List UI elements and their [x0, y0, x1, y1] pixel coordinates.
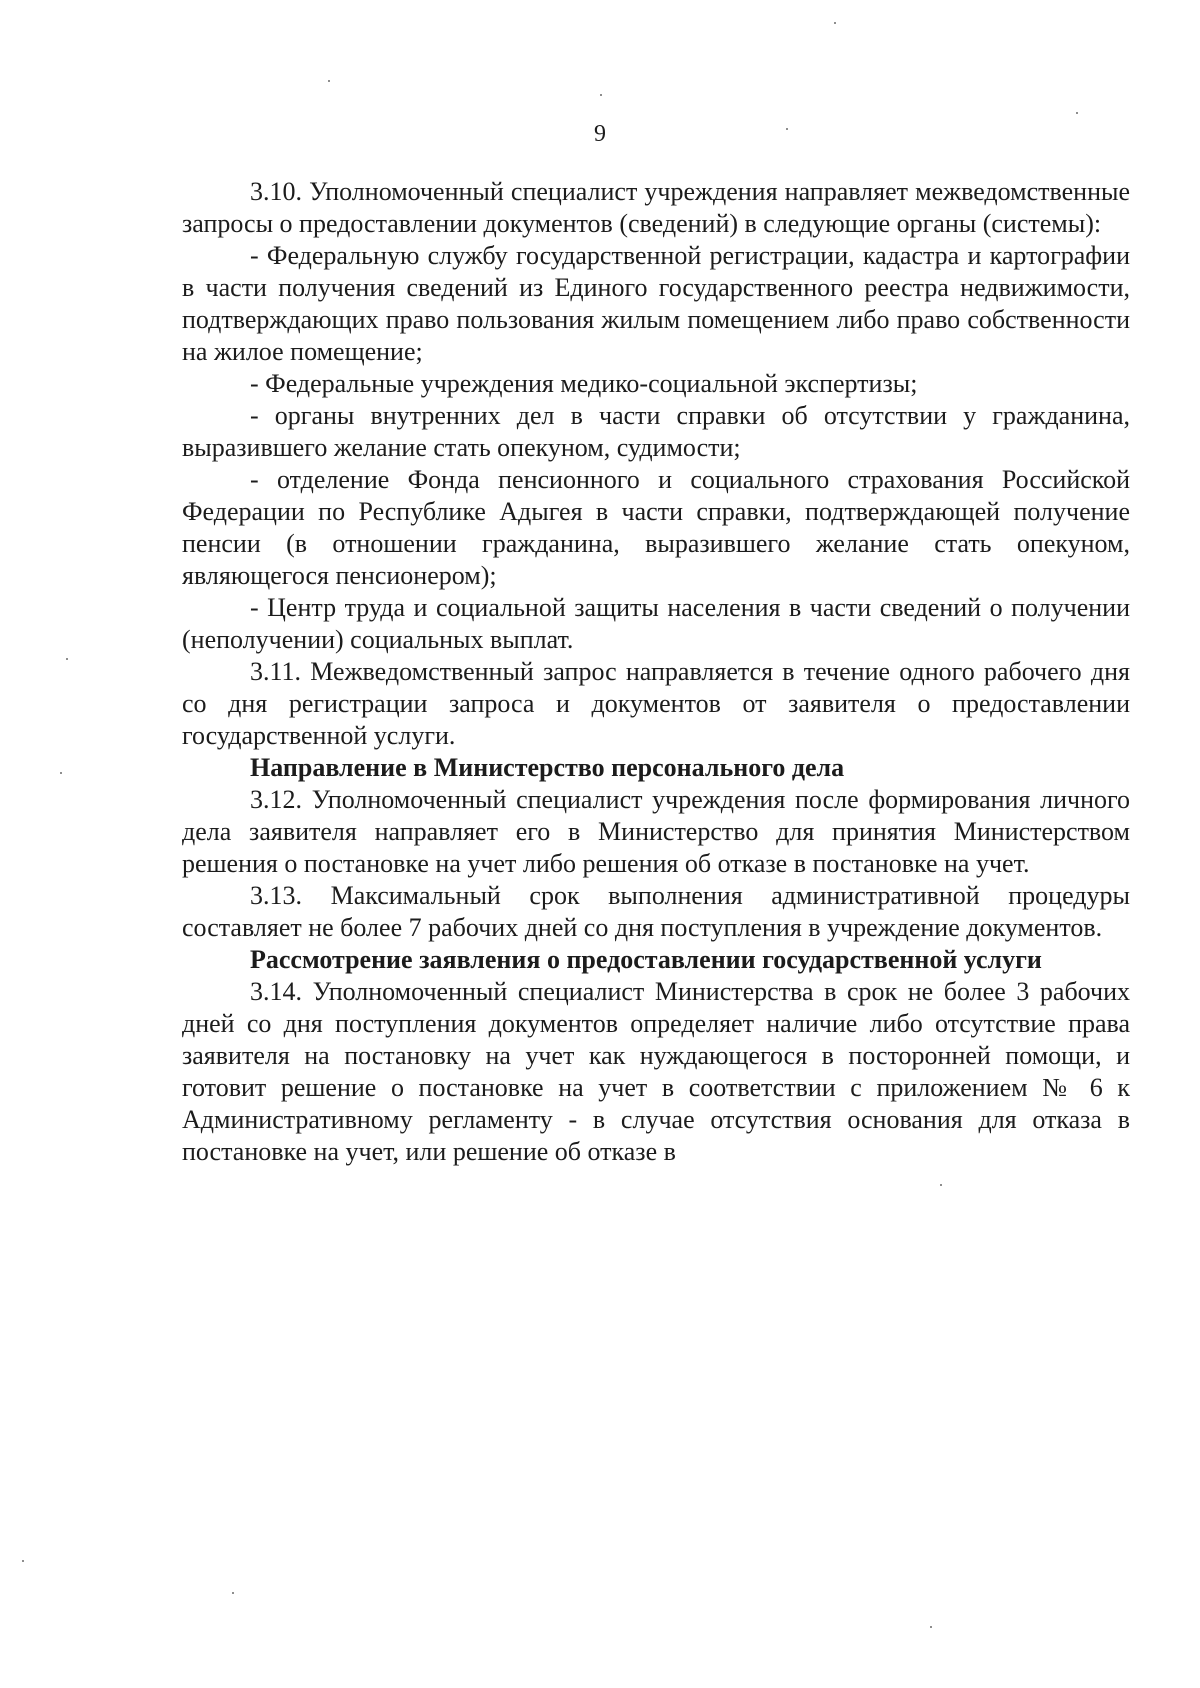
scan-speck — [328, 80, 330, 82]
paragraph-3-13: 3.13. Максимальный срок выполнения административной процедуры составляет не более 7 рабочих дней со дня поступления в учреждение документов. — [182, 881, 1130, 942]
scan-speck — [940, 1184, 942, 1186]
list-item-social-center: - Центр труда и социальной защиты населения в части сведений о получении (неполучении) социальных выплат. — [182, 593, 1130, 654]
scan-speck — [60, 772, 62, 774]
scan-speck — [66, 658, 68, 660]
scan-speck — [22, 1560, 24, 1562]
list-item-mse: - Федеральные учреждения медико-социальной экспертизы; — [250, 369, 918, 398]
section-heading-application-review: Рассмотрение заявления о предоставлении государственной услуги — [250, 945, 1042, 974]
scan-speck — [786, 128, 788, 130]
section-heading-personal-file: Направление в Министерство персонального дела — [250, 753, 845, 782]
page-number: 9 — [594, 121, 606, 147]
scan-speck — [1076, 112, 1078, 114]
scan-speck — [600, 94, 602, 96]
scan-speck — [232, 1592, 234, 1594]
paragraph-3-11: 3.11. Межведомственный запрос направляется в течение одного рабочего дня со дня регистрации запроса и документов от заявителя о предоставлении государственной услуги. — [182, 657, 1130, 750]
scan-speck — [930, 1626, 932, 1628]
list-item-internal-affairs: - органы внутренних дел в части справки об отсутствии у гражданина, выразившего желание стать опекуном, судимости; — [182, 401, 1130, 462]
list-item-pension-fund: - отделение Фонда пенсионного и социального страхования Российской Федерации по Республике Адыгея в части справки, подтверждающей получение пенсии (в отношении гражданина, выразившего желание стать опекуном, являющегося пенсионером); — [182, 465, 1130, 590]
paragraph-3-10: 3.10. Уполномоченный специалист учреждения направляет межведомственные запросы о предоставлении документов (сведений) в следующие органы (системы): — [182, 177, 1130, 238]
list-item-rosreestr: - Федеральную службу государственной регистрации, кадастра и картографии в части получения сведений из Единого государственного реестра недвижимости, подтверждающих право пользования жилым помещением либо право собственности на жилое помещение; — [182, 241, 1130, 366]
document-body — [182, 176, 1130, 1168]
scan-speck — [834, 22, 836, 24]
paragraph-3-12: 3.12. Уполномоченный специалист учреждения после формирования личного дела заявителя направляет его в Министерство для принятия Министерством решения о постановке на учет либо решения об отказе в постановке на учет. — [182, 785, 1130, 878]
paragraph-3-14: 3.14. Уполномоченный специалист Министерства в срок не более 3 рабочих дней со дня поступления документов определяет наличие либо отсутствие права заявителя на постановку на учет как нуждающегося в посторонней помощи, и готовит решение о постановке на учет в соответствии с приложением № 6 к Административному регламенту - в случае отсутствия основания для отказа в постановке на учет, или решение об отказе в — [182, 977, 1130, 1166]
